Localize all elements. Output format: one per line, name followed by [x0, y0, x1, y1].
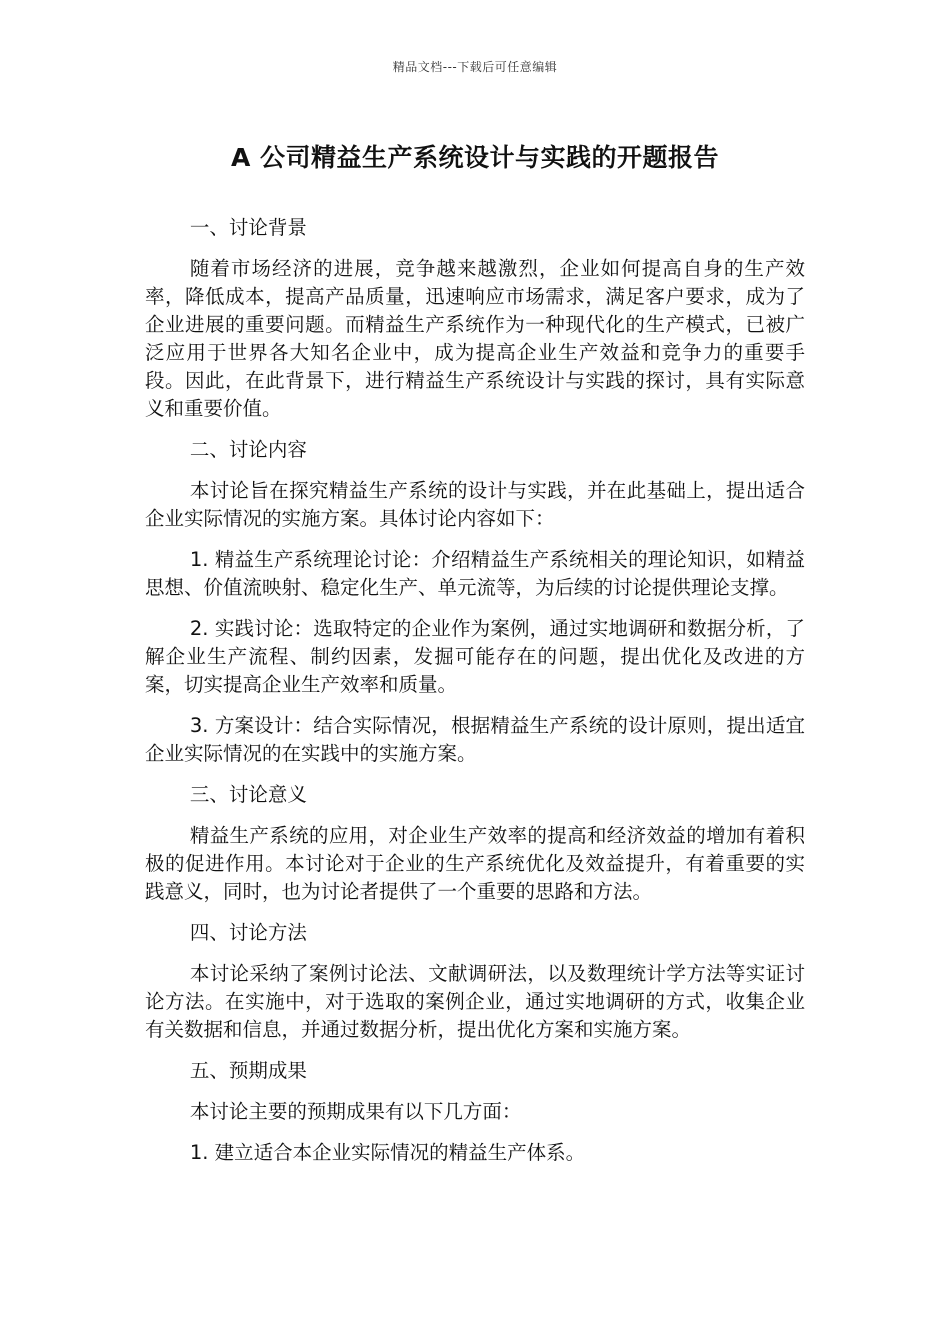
- paragraph-significance: 精益生产系统的应用，对企业生产效率的提高和经济效益的增加有着积极的促进作用。本讨论对于企业的生产系统优化及效益提升，有着重要的实践意义，同时，也为讨论者提供了一个重要的思路和方法。: [145, 824, 805, 903]
- list-item-theory: 1. 精益生产系统理论讨论：介绍精益生产系统相关的理论知识，如精益思想、价值流映射、稳定化生产、单元流等，为后续的讨论提供理论支撑。: [145, 548, 805, 599]
- paragraph-content-intro: 本讨论旨在探究精益生产系统的设计与实践，并在此基础上，提出适合企业实际情况的实施方案。具体讨论内容如下：: [145, 479, 805, 530]
- paragraph-expected-results-intro: 本讨论主要的预期成果有以下几方面：: [189, 1100, 522, 1123]
- document-title: A 公司精益生产系统设计与实践的开题报告: [230, 143, 720, 172]
- paragraph-methods: 本讨论采纳了案例讨论法、文献调研法，以及数理统计学方法等实证讨论方法。在实施中，对于选取的案例企业，通过实地调研的方式，收集企业有关数据和信息，并通过数据分析，提出优化方案和实施方案。: [145, 962, 805, 1041]
- section-heading-background: 一、讨论背景: [189, 216, 307, 239]
- section-heading-expected-results: 五、预期成果: [189, 1059, 307, 1082]
- section-heading-methods: 四、讨论方法: [189, 921, 307, 944]
- page-header: 精品文档---下载后可任意编辑: [392, 60, 558, 74]
- paragraph-background: 随着市场经济的进展，竞争越来越激烈，企业如何提高自身的生产效率，降低成本，提高产品质量，迅速响应市场需求，满足客户要求，成为了企业进展的重要问题。而精益生产系统作为一种现代化的生产模式，已被广泛应用于世界各大知名企业中，成为提高企业生产效益和竞争力的重要手段。因此，在此背景下，进行精益生产系统设计与实践的探讨，具有实际意义和重要价值。: [145, 257, 805, 420]
- list-item-design: 3. 方案设计：结合实际情况，根据精益生产系统的设计原则，提出适宜企业实际情况的在实践中的实施方案。: [145, 714, 805, 765]
- list-item-expected-result-1: 1. 建立适合本企业实际情况的精益生产体系。: [189, 1141, 586, 1164]
- list-item-practice: 2. 实践讨论：选取特定的企业作为案例，通过实地调研和数据分析，了解企业生产流程、制约因素，发掘可能存在的问题，提出优化及改进的方案，切实提高企业生产效率和质量。: [145, 617, 805, 696]
- section-heading-content: 二、讨论内容: [189, 438, 307, 461]
- document-body: [145, 214, 805, 1180]
- section-heading-significance: 三、讨论意义: [189, 783, 307, 806]
